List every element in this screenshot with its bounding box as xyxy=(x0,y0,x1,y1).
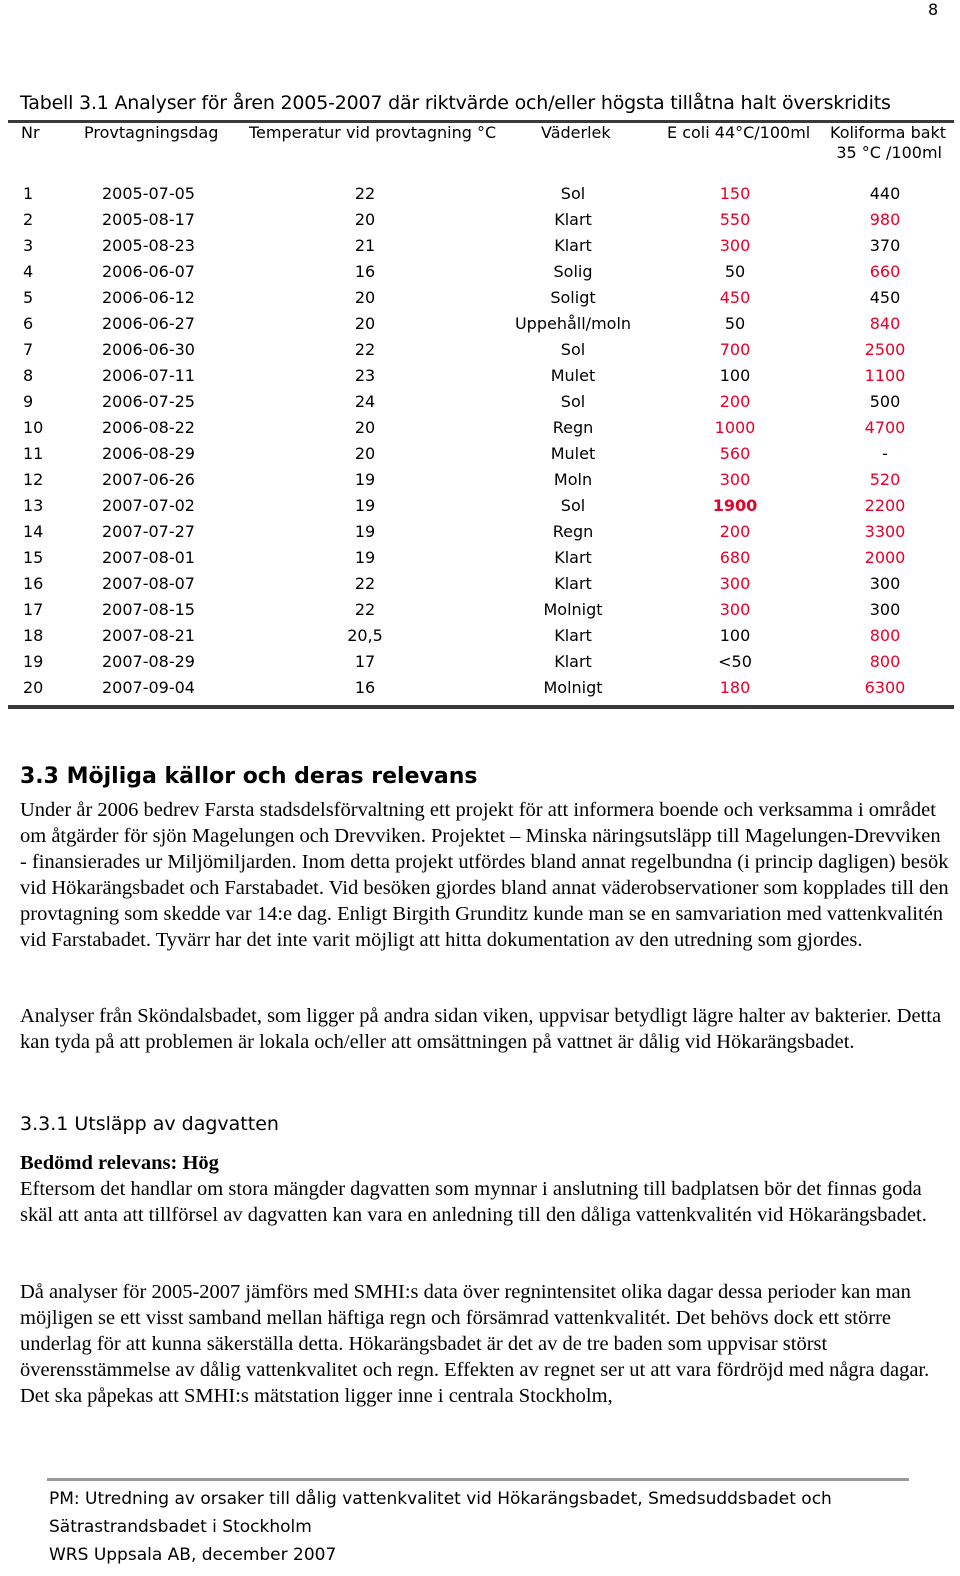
table-row xyxy=(0,181,960,207)
cell-koliforma: 3300 xyxy=(864,522,906,541)
header-date: Provtagningsdag xyxy=(84,123,219,142)
cell-nr: 14 xyxy=(23,522,44,541)
cell-nr: 20 xyxy=(23,678,44,697)
table-row xyxy=(0,545,960,571)
cell-koliforma: 2500 xyxy=(864,340,906,359)
cell-koliforma: 800 xyxy=(869,626,901,645)
cell-weather: Klart xyxy=(554,652,592,671)
cell-date: 2006-06-27 xyxy=(102,314,195,333)
cell-temperature: 22 xyxy=(354,574,376,593)
cell-ecoli: 150 xyxy=(719,184,751,203)
cell-koliforma: 300 xyxy=(869,574,901,593)
cell-temperature: 19 xyxy=(354,548,376,567)
cell-nr: 13 xyxy=(23,496,44,515)
cell-ecoli: 300 xyxy=(719,574,751,593)
cell-date: 2006-08-29 xyxy=(102,444,195,463)
table-row xyxy=(0,233,960,259)
cell-weather: Uppehåll/moln xyxy=(514,314,632,333)
table-row xyxy=(0,675,960,701)
cell-weather: Mulet xyxy=(550,366,596,385)
cell-temperature: 20 xyxy=(354,314,376,333)
cell-temperature: 21 xyxy=(354,236,376,255)
cell-temperature: 22 xyxy=(354,340,376,359)
cell-nr: 10 xyxy=(23,418,44,437)
cell-nr: 5 xyxy=(23,288,34,307)
cell-ecoli: 180 xyxy=(719,678,751,697)
cell-weather: Klart xyxy=(554,574,592,593)
cell-ecoli: 50 xyxy=(724,262,746,281)
cell-temperature: 17 xyxy=(354,652,376,671)
cell-nr: 3 xyxy=(23,236,34,255)
table-row xyxy=(0,649,960,675)
cell-nr: 18 xyxy=(23,626,44,645)
cell-date: 2006-07-25 xyxy=(102,392,195,411)
cell-date: 2006-07-11 xyxy=(102,366,195,385)
cell-koliforma: 500 xyxy=(869,392,901,411)
cell-date: 2005-08-17 xyxy=(102,210,195,229)
header-koliforma-line2: 35 °C /100ml xyxy=(836,143,942,162)
section-paragraph-1: Under år 2006 bedrev Farsta stadsdelsförvaltning ett projekt för att informera boende och verksamma i området om åtgärder för sjön Magelungen och Drevviken. Projektet – Minska näringsutsläpp till Magelungen-Drevviken - finansierades ur Miljömiljarden. Inom detta projekt utfördes bland annat regelbundna (i princip dagligen) besök vid Hökarängsbadet och Farstabadet. Vid besöken gjordes bland annat väderobservationer som kopplades till den provtagning som skedde var 14:e dag. Enligt Birgith Grunditz kunde man se en samvariation med vattenkvalitén vid Farstabadet. Tyvärr har det inte varit möjligt att hitta dokumentation av den utredning som gjordes. xyxy=(20,799,949,951)
cell-date: 2007-09-04 xyxy=(102,678,195,697)
footer-line-3: WRS Uppsala AB, december 2007 xyxy=(49,1545,337,1565)
cell-nr: 6 xyxy=(23,314,34,333)
cell-koliforma: 840 xyxy=(869,314,901,333)
cell-weather: Molnigt xyxy=(543,678,603,697)
cell-koliforma: 300 xyxy=(869,600,901,619)
cell-date: 2007-07-02 xyxy=(102,496,195,515)
cell-nr: 2 xyxy=(23,210,34,229)
cell-date: 2005-08-23 xyxy=(102,236,195,255)
cell-ecoli: 700 xyxy=(719,340,751,359)
subsection-body-1 xyxy=(20,1150,950,1228)
cell-date: 2007-08-15 xyxy=(102,600,195,619)
cell-weather: Klart xyxy=(554,210,592,229)
cell-date: 2006-08-22 xyxy=(102,418,195,437)
cell-weather: Moln xyxy=(553,470,593,489)
cell-weather: Molnigt xyxy=(543,600,603,619)
cell-koliforma: 800 xyxy=(869,652,901,671)
cell-ecoli: 200 xyxy=(719,522,751,541)
cell-weather: Sol xyxy=(560,340,586,359)
cell-temperature: 20 xyxy=(354,444,376,463)
header-ecoli: E coli 44°C/100ml xyxy=(667,123,811,142)
cell-date: 2006-06-12 xyxy=(102,288,195,307)
table-body xyxy=(0,181,960,701)
table-row xyxy=(0,597,960,623)
cell-ecoli: 100 xyxy=(719,366,751,385)
cell-temperature: 22 xyxy=(354,184,376,203)
table-row xyxy=(0,207,960,233)
table-bottom-rule xyxy=(8,705,954,709)
table-row xyxy=(0,337,960,363)
cell-ecoli: 200 xyxy=(719,392,751,411)
cell-temperature: 19 xyxy=(354,522,376,541)
cell-ecoli: 300 xyxy=(719,236,751,255)
table-row xyxy=(0,493,960,519)
cell-weather: Mulet xyxy=(550,444,596,463)
table-row xyxy=(0,259,960,285)
cell-ecoli: 100 xyxy=(719,626,751,645)
cell-date: 2007-08-07 xyxy=(102,574,195,593)
header-koliforma xyxy=(830,123,947,163)
cell-koliforma: 1100 xyxy=(864,366,906,385)
table-row xyxy=(0,389,960,415)
cell-nr: 12 xyxy=(23,470,44,489)
cell-date: 2005-07-05 xyxy=(102,184,195,203)
cell-koliforma: - xyxy=(882,444,888,463)
cell-koliforma: 370 xyxy=(869,236,901,255)
subsection-paragraph-1: Eftersom det handlar om stora mängder dagvatten som mynnar i anslutning till badplatsen bör det finnas goda skäl att anta att tillförsel av dagvatten kan vara en anledning till den dåliga vattenkvalitén vid Hökarängsbadet. xyxy=(20,1178,927,1226)
cell-weather: Sol xyxy=(560,496,586,515)
cell-nr: 1 xyxy=(23,184,34,203)
cell-nr: 15 xyxy=(23,548,44,567)
cell-koliforma: 980 xyxy=(869,210,901,229)
cell-koliforma: 520 xyxy=(869,470,901,489)
cell-temperature: 22 xyxy=(354,600,376,619)
cell-weather: Klart xyxy=(554,548,592,567)
cell-date: 2007-08-21 xyxy=(102,626,195,645)
section-heading: 3.3 Möjliga källor och deras relevans xyxy=(20,764,478,789)
cell-nr: 16 xyxy=(23,574,44,593)
cell-temperature: 23 xyxy=(354,366,376,385)
cell-koliforma: 440 xyxy=(869,184,901,203)
cell-weather: Klart xyxy=(554,236,592,255)
table-row xyxy=(0,363,960,389)
footer-line-1: PM: Utredning av orsaker till dålig vattenkvalitet vid Hökarängsbadet, Smedsuddsbadet och xyxy=(49,1489,832,1509)
cell-ecoli: 1000 xyxy=(714,418,756,437)
cell-ecoli: 450 xyxy=(719,288,751,307)
cell-date: 2007-08-01 xyxy=(102,548,195,567)
cell-weather: Klart xyxy=(554,626,592,645)
cell-nr: 17 xyxy=(23,600,44,619)
relevans-label: Bedömd relevans: Hög xyxy=(20,1152,219,1174)
cell-date: 2006-06-07 xyxy=(102,262,195,281)
table-row xyxy=(0,519,960,545)
cell-ecoli: 550 xyxy=(719,210,751,229)
header-temperature: Temperatur vid provtagning °C xyxy=(249,123,497,142)
cell-nr: 4 xyxy=(23,262,34,281)
cell-koliforma: 450 xyxy=(869,288,901,307)
subsection-heading: 3.3.1 Utsläpp av dagvatten xyxy=(20,1113,279,1135)
cell-nr: 11 xyxy=(23,444,44,463)
table-row xyxy=(0,571,960,597)
cell-temperature: 16 xyxy=(354,262,376,281)
header-nr: Nr xyxy=(21,123,40,142)
cell-temperature: 24 xyxy=(354,392,376,411)
header-weather: Väderlek xyxy=(541,123,611,142)
cell-koliforma: 2000 xyxy=(864,548,906,567)
footer-rule xyxy=(47,1478,909,1481)
cell-weather: Solig xyxy=(553,262,593,281)
cell-ecoli: 680 xyxy=(719,548,751,567)
header-koliforma-line1: Koliforma bakt xyxy=(830,123,947,142)
table-caption: Tabell 3.1 Analyser för åren 2005-2007 där riktvärde och/eller högsta tillåtna halt överskridits xyxy=(20,92,891,114)
table-row xyxy=(0,415,960,441)
subsection-paragraph-2: Då analyser för 2005-2007 jämförs med SMHI:s data över regnintensitet olika dagar dessa perioder kan man möjligen se ett visst samband mellan häftiga regn och försämrad vattenkvalitét. Det behövs dock ett större underlag för att kunna säkerställa detta. Hökarängsbadet är det av de tre baden som uppvisar störst överensstämmelse av dålig vattenkvalitet och regn. Effekten av regnet ser ut att vara fördröjd med några dagar. Det ska påpekas att SMHI:s mätstation ligger inne i centrala Stockholm, xyxy=(20,1281,930,1407)
cell-nr: 19 xyxy=(23,652,44,671)
cell-koliforma: 660 xyxy=(869,262,901,281)
cell-nr: 7 xyxy=(23,340,34,359)
cell-ecoli: 50 xyxy=(724,314,746,333)
cell-temperature: 20,5 xyxy=(347,626,383,645)
cell-weather: Regn xyxy=(552,418,594,437)
cell-weather: Soligt xyxy=(550,288,596,307)
cell-koliforma: 4700 xyxy=(864,418,906,437)
cell-temperature: 19 xyxy=(354,470,376,489)
cell-temperature: 20 xyxy=(354,210,376,229)
cell-temperature: 16 xyxy=(354,678,376,697)
cell-nr: 8 xyxy=(23,366,34,385)
table-row xyxy=(0,441,960,467)
cell-weather: Sol xyxy=(560,392,586,411)
cell-ecoli: 300 xyxy=(719,470,751,489)
cell-date: 2007-08-29 xyxy=(102,652,195,671)
cell-koliforma: 2200 xyxy=(864,496,906,515)
page-number: 8 xyxy=(928,0,939,19)
footer-line-2: Sätrastrandsbadet i Stockholm xyxy=(49,1517,312,1537)
table-row xyxy=(0,623,960,649)
cell-ecoli: 560 xyxy=(719,444,751,463)
table-row xyxy=(0,311,960,337)
table-row xyxy=(0,467,960,493)
table-row xyxy=(0,285,960,311)
cell-temperature: 20 xyxy=(354,418,376,437)
cell-temperature: 20 xyxy=(354,288,376,307)
cell-weather: Regn xyxy=(552,522,594,541)
cell-ecoli: 1900 xyxy=(712,496,758,515)
cell-weather: Sol xyxy=(560,184,586,203)
cell-nr: 9 xyxy=(23,392,34,411)
section-paragraph-2: Analyser från Sköndalsbadet, som ligger på andra sidan viken, uppvisar betydligt lägre halter av bakterier. Detta kan tyda på att problemen är lokala och/eller att omsättningen på vattnet är dålig vid Hökarängsbadet. xyxy=(20,1005,942,1053)
cell-ecoli: 300 xyxy=(719,600,751,619)
cell-date: 2007-07-27 xyxy=(102,522,195,541)
cell-ecoli: <50 xyxy=(718,652,752,671)
cell-koliforma: 6300 xyxy=(864,678,906,697)
cell-date: 2006-06-30 xyxy=(102,340,195,359)
cell-temperature: 19 xyxy=(354,496,376,515)
cell-date: 2007-06-26 xyxy=(102,470,195,489)
